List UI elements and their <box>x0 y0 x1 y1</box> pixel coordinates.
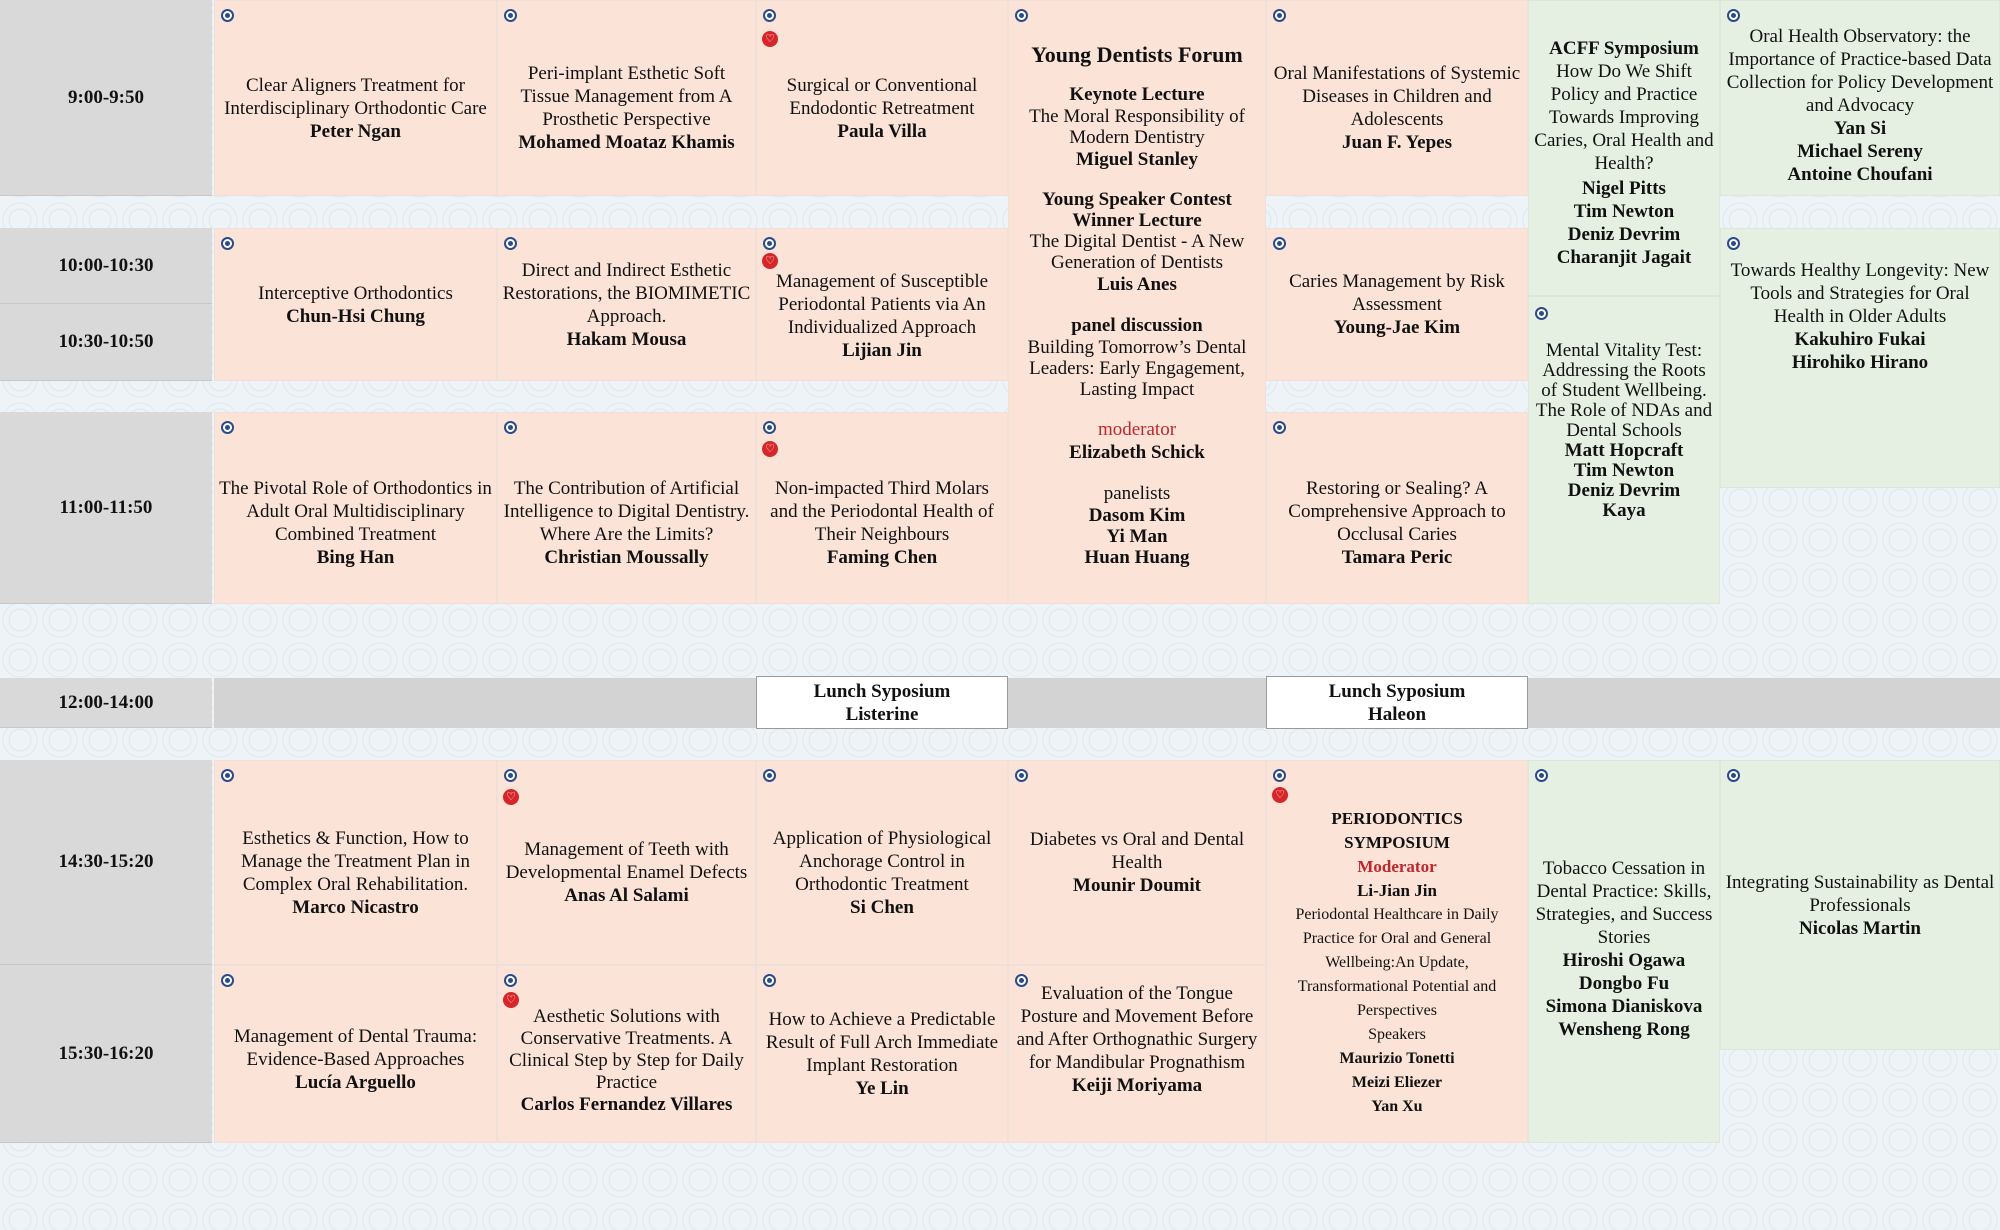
symposium-title: PERIODONTICS SYMPOSIUM <box>1331 809 1463 852</box>
session-speaker: Mounir Doumit <box>1073 875 1201 896</box>
session-card[interactable] <box>1008 965 1266 1143</box>
tooth-icon: ♡ <box>762 441 778 457</box>
session-title: Direct and Indirect Esthetic Restorations, the BIOMIMETIC Approach. <box>502 259 751 327</box>
session-speaker: Hirohiko Hirano <box>1791 352 1929 373</box>
session-speaker: Antoine Choufani <box>1787 164 1933 185</box>
session-speaker: Deniz Devrim <box>1567 224 1681 245</box>
session-card[interactable] <box>756 412 1008 604</box>
ce-credit-icon <box>1727 769 1740 782</box>
session-card[interactable] <box>756 228 1008 381</box>
moderator-label: Moderator <box>1357 857 1437 876</box>
moderator-name: Li-Jian Jin <box>1357 881 1437 900</box>
young-dentists-forum[interactable] <box>1008 0 1266 604</box>
session-speaker: Ye Lin <box>855 1078 909 1099</box>
lunch-sponsor: Listerine <box>845 703 919 725</box>
tooth-icon: ♡ <box>1272 787 1288 803</box>
session-speaker: Anas Al Salami <box>564 885 689 906</box>
session-card[interactable] <box>214 965 497 1143</box>
session-speaker: Peter Ngan <box>310 120 401 142</box>
periodontics-symposium[interactable] <box>1266 760 1528 1143</box>
acff-symposium[interactable] <box>1528 0 1720 296</box>
session-title: Caries Management by Risk Assessment <box>1289 271 1505 315</box>
session-title: Oral Manifestations of Systemic Diseases in Children and Adolescents <box>1273 63 1521 130</box>
session-title: Management of Susceptible Periodontal Patients via An Individualized Approach <box>775 270 989 338</box>
session-card[interactable] <box>756 0 1008 196</box>
session-subtitle: How Do We Shift Policy and Practice Towards Improving Caries, Oral Health and Health? <box>1534 61 1714 174</box>
panel-title: Building Tomorrow’s Dental Leaders: Early Engagement, Lasting Impact <box>1027 337 1247 400</box>
session-title: Management of Dental Trauma: Evidence-Based Approaches <box>233 1025 478 1070</box>
session-title: Surgical or Conventional Endodontic Retreatment <box>786 74 978 119</box>
tooth-icon: ♡ <box>762 253 778 269</box>
session-title: Oral Health Observatory: the Importance of Practice-based Data Collection for Policy Development and Advocacy <box>1726 26 1994 116</box>
session-card[interactable] <box>1720 228 2000 488</box>
lunch-break-bar <box>214 678 2000 728</box>
session-card[interactable] <box>214 412 497 604</box>
time-slot-7: 15:30-16:20 <box>0 965 212 1143</box>
session-title: The Pivotal Role of Orthodontics in Adult Oral Multidisciplinary Combined Treatment <box>219 478 492 545</box>
session-title: Clear Aligners Treatment for Interdisciplinary Orthodontic Care <box>224 74 487 119</box>
time-slot-2: 10:00-10:30 <box>0 228 212 304</box>
lunch-title: Lunch Syposium <box>813 680 951 702</box>
session-card[interactable] <box>756 760 1008 965</box>
session-title: How to Achieve a Predictable Result of Full Arch Immediate Implant Restoration <box>765 1009 999 1076</box>
session-title: Management of Teeth with Developmental Enamel Defects <box>505 839 748 883</box>
session-card[interactable] <box>497 965 756 1143</box>
tooth-icon: ♡ <box>762 31 778 47</box>
session-speaker: Yan Si <box>1833 118 1887 139</box>
session-card[interactable] <box>1266 0 1528 196</box>
panelists-label: panelists <box>1103 483 1171 504</box>
panelist-name: Yi Man <box>1106 526 1168 547</box>
session-speaker: Yan Xu <box>1371 1098 1423 1115</box>
ce-credit-icon <box>1273 769 1286 782</box>
session-title: Non-impacted Third Molars and the Periodontal Health of Their Neighbours <box>770 478 994 545</box>
contest-label: Young Speaker Contest Winner Lecture <box>1042 189 1232 231</box>
session-card[interactable] <box>1008 760 1266 965</box>
time-slot-6: 14:30-15:20 <box>0 760 212 965</box>
session-card[interactable] <box>497 760 756 965</box>
session-speaker: Bing Han <box>316 547 395 568</box>
moderator-name: Elizabeth Schick <box>1069 442 1205 463</box>
session-title: Towards Healthy Longevity: New Tools and Strategies for Oral Health in Older Adults <box>1730 260 1990 327</box>
session-title: Peri-implant Esthetic Soft Tissue Management from A Prosthetic Perspective <box>520 63 733 130</box>
session-card[interactable] <box>497 0 756 196</box>
tobacco-cessation-session[interactable] <box>1528 760 1720 1143</box>
session-speaker: Young-Jae Kim <box>1333 317 1461 338</box>
time-slot-3: 10:30-10:50 <box>0 304 212 381</box>
session-speaker: Lucía Arguello <box>295 1071 416 1093</box>
time-slot-4: 11:00-11:50 <box>0 412 212 604</box>
session-speaker: Keiji Moriyama <box>1071 1075 1203 1096</box>
ce-credit-icon <box>1727 9 1740 22</box>
session-title: Tobacco Cessation in Dental Practice: Skills, Strategies, and Success Stories <box>1535 858 1713 948</box>
session-card[interactable] <box>1266 412 1528 604</box>
session-title: Restoring or Sealing? A Comprehensive Approach to Occlusal Caries <box>1288 478 1506 545</box>
keynote-label: Keynote Lecture <box>1069 84 1205 105</box>
session-speaker: Chun-Hsi Chung <box>286 305 425 327</box>
session-speaker: Deniz Devrim <box>1567 480 1681 501</box>
session-speaker: Simona Dianiskova <box>1545 996 1703 1017</box>
session-speaker: Si Chen <box>850 896 914 918</box>
ce-credit-icon <box>1535 769 1548 782</box>
ce-credit-icon <box>504 421 517 434</box>
ce-credit-icon <box>1273 421 1286 434</box>
session-card[interactable] <box>497 412 756 604</box>
ce-credit-icon <box>1727 237 1740 250</box>
session-title: Evaluation of the Tongue Posture and Movement Before and After Orthognathic Surgery for Mandibular Prognathism <box>1016 983 1258 1073</box>
session-speaker: Lijian Jin <box>842 339 922 361</box>
tooth-icon: ♡ <box>503 789 519 805</box>
session-speaker: Dongbo Fu <box>1578 973 1670 994</box>
session-speaker: Hiroshi Ogawa <box>1562 950 1686 971</box>
session-card[interactable] <box>1720 760 2000 1050</box>
ce-credit-icon <box>763 421 776 434</box>
ce-credit-icon <box>1535 307 1548 320</box>
session-title: Aesthetic Solutions with Conservative Treatments. A Clinical Step by Step for Daily Practice <box>509 1006 744 1093</box>
session-speaker: Tim Newton <box>1573 201 1675 222</box>
session-title: Interceptive Orthodontics <box>258 282 453 304</box>
time-slot-5: 12:00-14:00 <box>0 678 212 728</box>
contest-speaker: Luis Anes <box>1097 274 1177 295</box>
session-speaker: Juan F. Yepes <box>1342 132 1452 153</box>
session-speaker: Matt Hopcraft <box>1564 440 1684 461</box>
session-card[interactable] <box>214 760 497 965</box>
lunch-sponsor: Haleon <box>1367 703 1427 725</box>
ce-credit-icon <box>763 237 776 250</box>
session-speaker: Kakuhiro Fukai <box>1794 329 1926 350</box>
session-card[interactable] <box>1720 0 2000 196</box>
session-speaker: Maurizio Tonetti <box>1339 1050 1455 1067</box>
lunch-title: Lunch Syposium <box>1328 680 1466 702</box>
tooth-icon: ♡ <box>503 992 519 1008</box>
session-title: Mental Vitality Test: Addressing the Roots of Student Wellbeing. The Role of NDAs and Dental Schools <box>1535 340 1713 441</box>
session-speaker: Nicolas Martin <box>1799 918 1921 939</box>
session-card[interactable] <box>214 0 497 196</box>
panelist-name: Huan Huang <box>1084 547 1190 568</box>
session-card[interactable] <box>1266 228 1528 381</box>
forum-title: Young Dentists Forum <box>1031 42 1243 67</box>
session-speaker: Michael Sereny <box>1797 141 1923 162</box>
session-speaker: Meizi Eliezer <box>1351 1074 1443 1091</box>
mental-vitality-session[interactable] <box>1528 296 1720 604</box>
session-speaker: Charanjit Jagait <box>1556 247 1692 268</box>
lunch-symposium-haleon[interactable] <box>1266 676 1528 729</box>
ce-credit-icon <box>221 421 234 434</box>
ce-credit-icon <box>1015 9 1028 22</box>
session-card[interactable] <box>214 228 497 381</box>
session-card[interactable] <box>756 965 1008 1143</box>
session-title: ACFF Symposium <box>1549 38 1699 59</box>
session-speaker: Marco Nicastro <box>292 896 419 918</box>
session-speaker: Mohamed Moataz Khamis <box>518 132 735 153</box>
session-card[interactable] <box>497 228 756 381</box>
time-slot-1: 9:00-9:50 <box>0 0 212 196</box>
session-title: Application of Physiological Anchorage Control in Orthodontic Treatment <box>772 827 992 895</box>
contest-title: The Digital Dentist - A New Generation of Dentists <box>1029 231 1245 273</box>
session-title: Diabetes vs Oral and Dental Health <box>1029 829 1245 873</box>
panel-label: panel discussion <box>1071 315 1203 336</box>
session-speaker: Nigel Pitts <box>1582 178 1666 199</box>
session-speaker: Paula Villa <box>837 120 927 142</box>
session-speaker: Tamara Peric <box>1341 547 1453 568</box>
ce-credit-icon <box>504 974 517 987</box>
session-title: Esthetics & Function, How to Manage the Treatment Plan in Complex Oral Rehabilitation. <box>240 827 471 895</box>
panelist-name: Dasom Kim <box>1088 505 1186 526</box>
session-title: The Contribution of Artificial Intelligence to Digital Dentistry. Where Are the Limits? <box>503 478 750 545</box>
session-speaker: Kaya <box>1602 500 1646 521</box>
session-title: Integrating Sustainability as Dental Professionals <box>1725 872 1995 916</box>
session-speaker: Wensheng Rong <box>1558 1019 1690 1040</box>
speakers-label: Speakers <box>1368 1026 1426 1043</box>
session-speaker: Hakam Mousa <box>566 328 687 350</box>
session-speaker: Tim Newton <box>1573 460 1675 481</box>
session-speaker: Christian Moussally <box>544 547 709 568</box>
keynote-title: The Moral Responsibility of Modern Dentistry <box>1029 106 1245 148</box>
session-speaker: Carlos Fernandez Villares <box>520 1094 733 1115</box>
symposium-topic: Periodontal Healthcare in Daily Practice for Oral and General Wellbeing:An Update, Transformational Potential and Perspectives <box>1295 906 1499 1019</box>
session-speaker: Faming Chen <box>826 547 938 568</box>
keynote-speaker: Miguel Stanley <box>1076 149 1198 170</box>
moderator-label: moderator <box>1097 419 1177 440</box>
lunch-symposium-listerine[interactable] <box>756 676 1008 729</box>
